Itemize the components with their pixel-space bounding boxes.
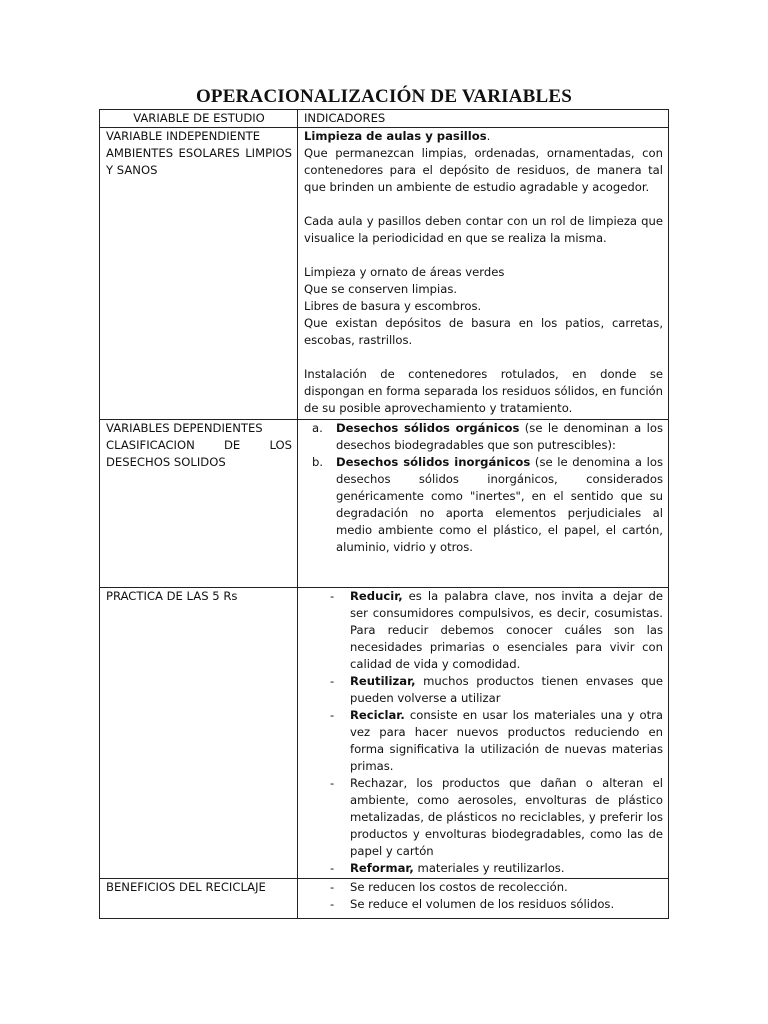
item-term: Reutilizar, [350, 674, 416, 688]
list-marker: - [330, 861, 335, 875]
item-term: Reformar, [350, 861, 414, 875]
variable-name: BENEFICIOS DEL RECICLAJE [106, 880, 266, 894]
variable-type: VARIABLES DEPENDIENTES [106, 421, 263, 435]
item-text: materiales y reutilizarlos. [413, 861, 565, 875]
item-text: Se reducen los costos de recolección. [350, 880, 568, 894]
table-row-independiente [100, 128, 669, 420]
header-variable-de-estudio: VARIABLE DE ESTUDIO [100, 110, 298, 128]
indicators-cell [298, 879, 669, 919]
table-header-row [100, 110, 669, 128]
list-item [304, 860, 663, 877]
list-marker: - [330, 589, 335, 603]
indicator-line: Que se conserven limpias. [304, 282, 458, 296]
variable-cell [100, 420, 298, 588]
operationalization-table [99, 109, 669, 919]
item-text: (se le denominan a los desechos biodegradables que son putrescibles): [336, 421, 663, 452]
classification-list [304, 420, 663, 556]
list-marker: - [330, 674, 335, 688]
list-marker: - [330, 897, 335, 911]
indicators-cell [298, 420, 669, 588]
indicator-paragraph: Que permanezcan limpias, ordenadas, ornamentadas, con contenedores para el depósito de residuos, de manera tal que brinden un ambiente de estudio agradable y acogedor. [304, 146, 663, 194]
item-text: Rechazar, los productos que dañan o alteran el ambiente, como aerosoles, envolturas de plástico metalizadas, de plásticos no reciclables, y preferir los productos y envolturas biodegradables, como las de papel y cartón [350, 776, 663, 858]
list-item [304, 588, 663, 673]
list-marker: - [330, 880, 335, 894]
item-term: Reciclar. [350, 708, 405, 722]
variable-cell [100, 128, 298, 420]
header-indicadores: INDICADORES [298, 110, 669, 128]
list-marker: - [330, 708, 335, 722]
item-term: Desechos sólidos orgánicos [336, 421, 520, 435]
table-row-5rs [100, 588, 669, 879]
benefits-list [304, 879, 663, 913]
indicator-paragraph: Que existan depósitos de basura en los patios, carretas, escobas, rastrillos. [304, 316, 663, 347]
variable-name: PRACTICA DE LAS 5 Rs [106, 589, 238, 603]
variable-cell [100, 588, 298, 879]
list-item [304, 707, 663, 775]
five-rs-list [304, 588, 663, 877]
table-row-beneficios [100, 879, 669, 919]
item-text: (se le denomina a los desechos sólidos inorgánicos, considerados genéricamente como "inertes", en el sentido que su degradación no aporta elementos perjudiciales al medio ambiente como el plástico, el papel, el cartón, aluminio, vidrio y otros. [336, 455, 664, 554]
variable-name: CLASIFICACION DE LOS DESECHOS SOLIDOS [106, 438, 292, 469]
heading-text: Limpieza de aulas y pasillos [304, 129, 487, 143]
page-title: OPERACIONALIZACIÓN DE VARIABLES [195, 86, 573, 107]
item-term: Desechos sólidos inorgánicos [336, 455, 531, 469]
table-row-dependientes [100, 420, 669, 588]
variable-type: VARIABLE INDEPENDIENTE [106, 129, 261, 143]
list-marker: a. [312, 421, 323, 435]
indicator-heading [304, 128, 663, 145]
list-item [304, 454, 663, 556]
indicators-cell [298, 128, 669, 420]
item-term: Reducir, [350, 589, 403, 603]
list-marker: - [330, 776, 335, 790]
list-item [304, 775, 663, 860]
list-item [304, 896, 663, 913]
item-text: muchos productos tienen envases que pueden volverse a utilizar [350, 674, 663, 705]
indicators-cell [298, 588, 669, 879]
indicator-line: Libres de basura y escombros. [304, 299, 482, 313]
item-text: es la palabra clave, nos invita a dejar de ser consumidores compulsivos, es decir, cosumistas. Para reducir debemos conocer cuáles son las necesidades primarias o esenciales para vivir con calidad de vida y comodidad. [350, 589, 663, 671]
list-item [304, 673, 663, 707]
variable-cell [100, 879, 298, 919]
indicator-heading: Limpieza y ornato de áreas verdes [304, 265, 505, 279]
heading-period: . [486, 129, 491, 143]
list-item [304, 420, 663, 454]
item-text: consiste en usar los materiales una y otra vez para hacer nuevos productos reduciendo en forma significativa la utilización de nuevas materias primas. [350, 708, 663, 773]
list-item [304, 879, 663, 896]
indicator-paragraph: Instalación de contenedores rotulados, en donde se dispongan en forma separada los residuos sólidos, en función de su posible aprovechamiento y tratamiento. [304, 367, 663, 415]
item-text: Se reduce el volumen de los residuos sólidos. [350, 897, 615, 911]
indicator-paragraph: Cada aula y pasillos deben contar con un rol de limpieza que visualice la periodicidad en que se realiza la misma. [304, 214, 663, 245]
variable-name: AMBIENTES ESOLARES LIMPIOS Y SANOS [106, 146, 292, 177]
list-marker: b. [312, 455, 324, 469]
